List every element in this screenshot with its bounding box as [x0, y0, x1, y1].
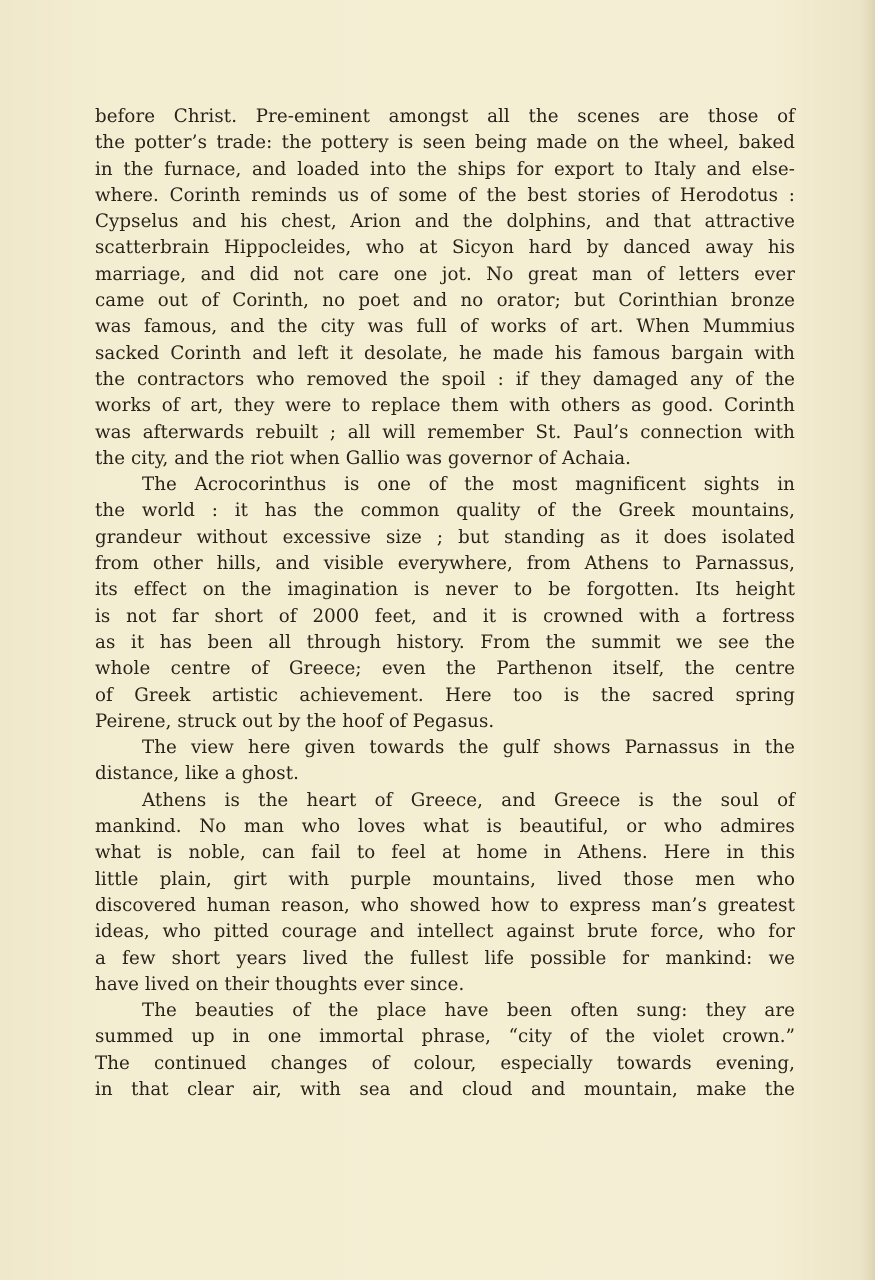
text-line: mankind. No man who loves what is beautiful, or who admires [95, 816, 795, 838]
text-line: in that clear air, with sea and cloud and mountain, make the [95, 1078, 795, 1100]
page-edge-shadow [861, 0, 875, 1280]
text-line: ideas, who pitted courage and intellect against brute force, who for [95, 921, 795, 943]
text-line: The continued changes of colour, especially towards evening, [95, 1052, 795, 1074]
text-line: distance, like a ghost. [95, 763, 300, 785]
text-line: Peirene, struck out by the hoof of Pegasus. [95, 710, 495, 732]
text-line: works of art, they were to replace them with others as good. Corinth [95, 395, 795, 417]
text-line: grandeur without excessive size ; but standing as it does isolated [95, 526, 795, 548]
text-line: what is noble, can fail to feel at home in Athens. Here in this [95, 842, 795, 864]
text-line: the city, and the riot when Gallio was governor of Achaia. [95, 447, 632, 469]
paragraph-first-line: The Acrocorinthus is one of the most magnificent sights in [142, 474, 795, 496]
text-line: where. Corinth reminds us of some of the best stories of Herodotus : [95, 184, 795, 206]
text-line: marriage, and did not care one jot. No great man of letters ever [95, 263, 795, 285]
text-line: the potter’s trade: the pottery is seen being made on the wheel, baked [95, 132, 795, 154]
text-line: scatterbrain Hippocleides, who at Sicyon hard by danced away his [95, 237, 795, 259]
text-line: as it has been all through history. From the summit we see the [95, 631, 795, 653]
text-line: was afterwards rebuilt ; all will remember St. Paul’s connection with [95, 421, 795, 443]
paragraph-first-line: Athens is the heart of Greece, and Greece is the soul of [142, 789, 795, 811]
text-line: sacked Corinth and left it desolate, he made his famous bargain with [95, 342, 795, 364]
text-line: was famous, and the city was full of works of art. When Mummius [95, 316, 795, 338]
text-line: have lived on their thoughts ever since. [95, 973, 465, 995]
text-line: Cypselus and his chest, Arion and the dolphins, and that attractive [95, 211, 795, 233]
text-line: the contractors who removed the spoil : if they damaged any of the [95, 368, 795, 390]
text-line: summed up in one immortal phrase, “city of the violet crown.” [95, 1026, 795, 1048]
text-line: is not far short of 2000 feet, and it is crowned with a fortress [95, 605, 795, 627]
text-line: discovered human reason, who showed how to express man’s greatest [95, 894, 795, 916]
text-line: its effect on the imagination is never to be forgotten. Its height [95, 579, 795, 601]
text-line: little plain, girt with purple mountains, lived those men who [95, 868, 795, 890]
paragraph-first-line: The view here given towards the gulf shows Parnassus in the [142, 737, 795, 759]
text-line: before Christ. Pre-eminent amongst all the scenes are those of [95, 106, 795, 127]
text-line: the world : it has the common quality of the Greek mountains, [95, 500, 795, 522]
paragraph-first-line: The beauties of the place have been often sung: they are [142, 1000, 795, 1022]
text-line: a few short years lived the fullest life possible for mankind: we [95, 947, 795, 969]
text-line: came out of Corinth, no poet and no orator; but Corinthian bronze [95, 290, 795, 312]
body-text [95, 104, 795, 1103]
text-line: in the furnace, and loaded into the ships for export to Italy and else- [95, 158, 795, 180]
text-line: from other hills, and visible everywhere, from Athens to Parnassus, [95, 553, 795, 575]
text-line: whole centre of Greece; even the Parthenon itself, the centre [95, 658, 795, 680]
text-line: of Greek artistic achievement. Here too is the sacred spring [95, 684, 795, 706]
